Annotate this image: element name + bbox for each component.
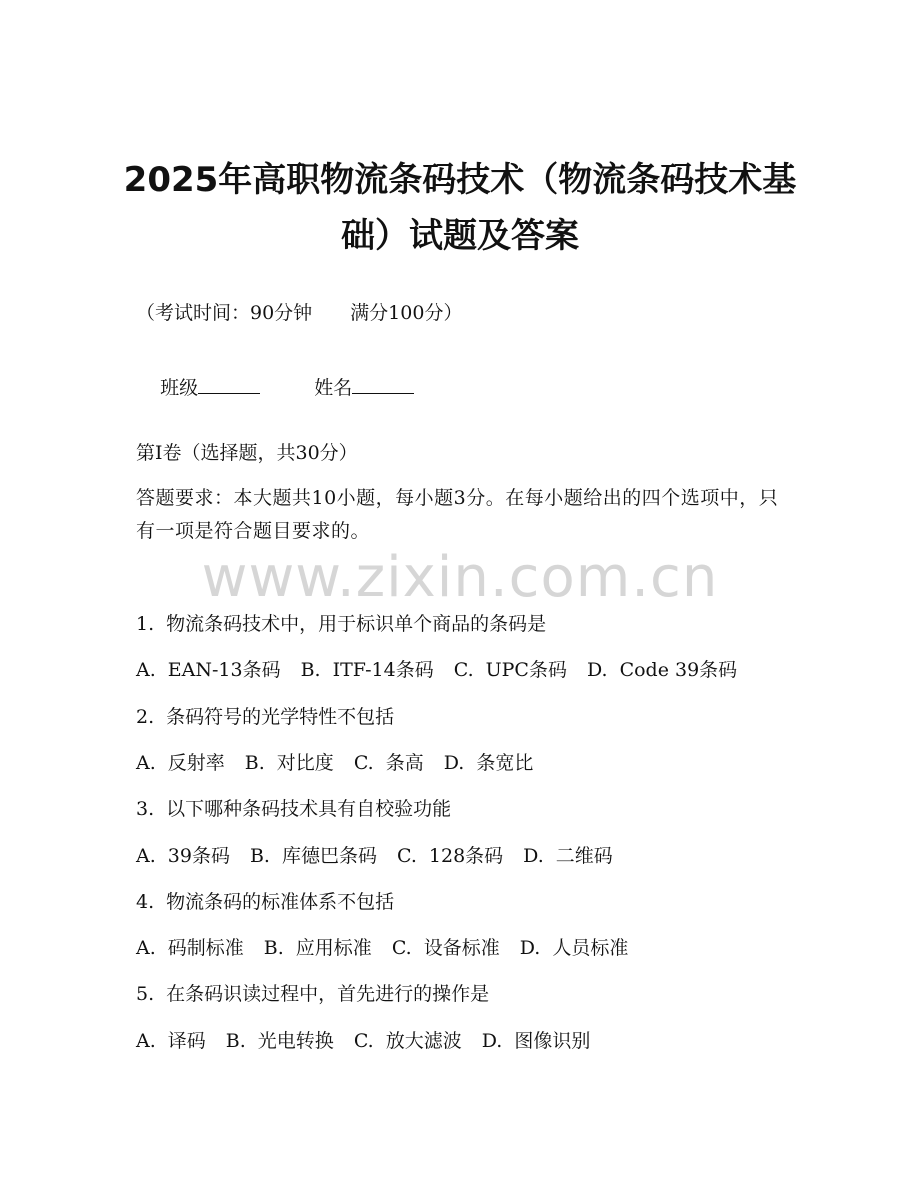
option-text: 库德巴条码 <box>281 844 377 867</box>
option-text: 条宽比 <box>476 751 534 774</box>
question-text: 在条码识读过程中，首先进行的操作是 <box>166 983 490 1006</box>
name-blank <box>352 393 414 394</box>
option-letter: B. <box>300 659 321 682</box>
option-item <box>226 1030 334 1052</box>
option-item <box>392 937 500 959</box>
option-text: 译码 <box>167 1029 206 1052</box>
option-item <box>454 659 567 681</box>
option-text: 设备标准 <box>423 937 500 960</box>
option-text: 码制标准 <box>167 937 244 960</box>
option-letter: D. <box>519 937 541 960</box>
question-number: 1. <box>136 613 155 635</box>
option-item <box>245 752 334 774</box>
option-row <box>136 750 533 776</box>
option-text: 128条码 <box>428 844 504 867</box>
option-text: 图像识别 <box>514 1029 591 1052</box>
option-text: UPC条码 <box>485 659 567 682</box>
option-letter: A. <box>136 937 156 960</box>
option-item <box>301 659 434 681</box>
option-item <box>136 752 225 774</box>
question-number: 5. <box>136 983 155 1006</box>
option-text: 39条码 <box>167 844 230 867</box>
option-letter: B. <box>249 844 270 867</box>
option-item <box>482 1030 591 1052</box>
option-letter: B. <box>263 937 284 960</box>
option-text: 条高 <box>385 751 424 774</box>
option-letter: B. <box>225 1029 246 1052</box>
question-stem <box>136 611 546 637</box>
question-number: 4. <box>136 890 155 913</box>
option-item <box>136 659 281 681</box>
name-label: 姓名 <box>314 377 353 399</box>
question-stem <box>136 981 489 1007</box>
option-letter: D. <box>443 751 465 774</box>
option-letter: D. <box>481 1029 503 1052</box>
watermark: www.zixin.com.cn <box>201 545 719 610</box>
option-item <box>136 937 244 959</box>
option-text: 人员标准 <box>552 937 629 960</box>
section-heading: 第I卷（选择题，共30分） <box>136 442 358 464</box>
option-letter: A. <box>136 1029 156 1052</box>
document-title: 2025年高职物流条码技术（物流条码技术基础）试题及答案 <box>123 160 797 256</box>
class-label: 班级 <box>160 377 199 399</box>
option-letter: C. <box>453 659 474 682</box>
student-info-row <box>136 349 414 427</box>
option-item <box>397 845 503 867</box>
section-instructions: 答题要求：本大题共10小题，每小题3分。在每小题给出的四个选项中，只有一项是符合题目要求的。 <box>136 487 779 542</box>
option-item <box>136 1030 206 1052</box>
option-text: 光电转换 <box>257 1029 334 1052</box>
option-letter: A. <box>136 751 156 774</box>
question-number: 3. <box>136 798 155 821</box>
option-item <box>250 845 377 867</box>
option-text: EAN-13条码 <box>167 659 281 682</box>
option-row <box>136 657 737 683</box>
question-text: 物流条码技术中，用于标识单个商品的条码是 <box>166 613 547 635</box>
question-number: 2. <box>136 705 155 728</box>
option-item <box>264 937 372 959</box>
option-text: 二维码 <box>555 844 613 867</box>
question-stem <box>136 704 394 730</box>
option-text: 应用标准 <box>295 937 372 960</box>
question-text: 以下哪种条码技术具有自校验功能 <box>166 798 452 821</box>
option-item <box>136 845 230 867</box>
option-letter: D. <box>523 844 544 867</box>
class-blank <box>198 393 260 394</box>
option-letter: C. <box>353 1029 374 1052</box>
question-text: 条码符号的光学特性不包括 <box>166 705 395 728</box>
option-item <box>354 752 424 774</box>
option-item <box>587 659 737 681</box>
option-letter: C. <box>396 844 417 867</box>
option-row <box>136 1028 590 1054</box>
option-text: 对比度 <box>276 751 334 774</box>
option-text: ITF-14条码 <box>332 659 434 682</box>
option-row <box>136 843 613 869</box>
option-letter: C. <box>353 751 374 774</box>
question-stem <box>136 889 394 915</box>
option-text: 反射率 <box>167 751 225 774</box>
option-letter: C. <box>391 937 412 960</box>
option-item <box>354 1030 462 1052</box>
option-item <box>520 937 629 959</box>
option-letter: D. <box>586 659 608 682</box>
option-text: Code 39条码 <box>619 659 738 682</box>
option-item <box>444 752 534 774</box>
option-item <box>523 845 613 867</box>
question-stem <box>136 796 451 822</box>
option-letter: B. <box>244 751 265 774</box>
question-text: 物流条码的标准体系不包括 <box>166 890 395 913</box>
option-letter: A. <box>136 844 156 867</box>
option-letter: A. <box>136 659 156 682</box>
option-text: 放大滤波 <box>385 1029 462 1052</box>
option-row <box>136 935 628 961</box>
exam-info: （考试时间：90分钟 满分100分） <box>136 302 463 324</box>
